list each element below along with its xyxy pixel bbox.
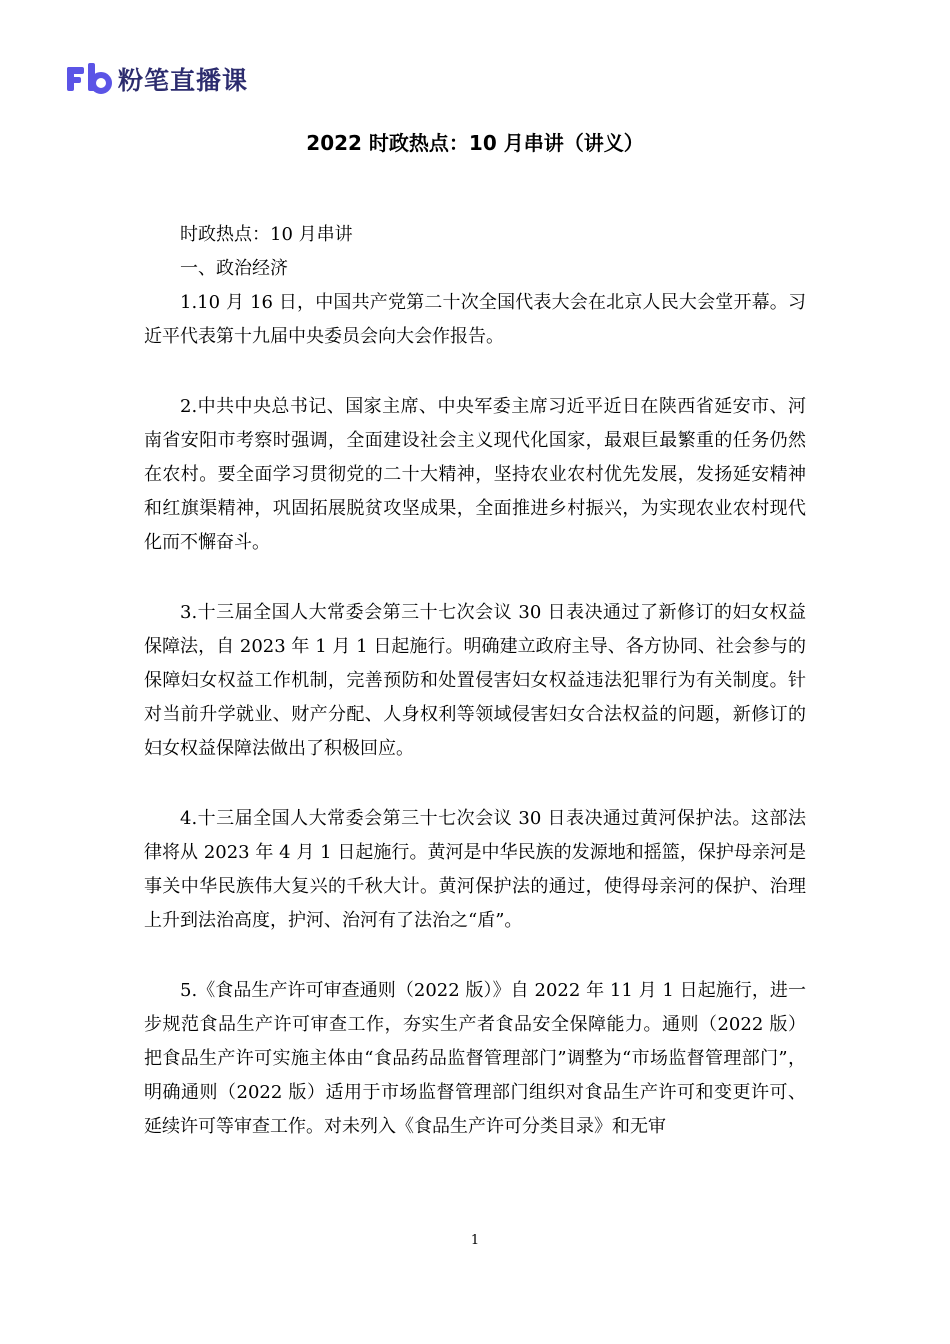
brand-name: 粉笔直播课 <box>118 66 249 95</box>
document-title: 2022 时政热点：10 月串讲（讲义） <box>306 131 644 155</box>
page-number: 1 <box>470 1233 480 1248</box>
brand-logo <box>66 62 248 96</box>
section-heading: 一、政治经济 <box>180 258 288 279</box>
news-item-1: 1.10 月 16 日，中国共产党第二十次全国代表大会在北京人民大会堂开幕。习近平代表第十九届中央委员会向大会作报告。 <box>144 292 806 347</box>
news-item-4: 4.十三届全国人大常委会第三十七次会议 30 日表决通过黄河保护法。这部法律将从 2023 年 4 月 1 日起施行。黄河是中华民族的发源地和摇篮，保护母亲河是事关中华民族伟大复兴的千秋大计。黄河保护法的通过，使得母亲河的保护、治理上升到法治高度，护河、治河有了法治之“盾”。 <box>144 808 806 931</box>
news-item-2: 2.中共中央总书记、国家主席、中央军委主席习近平近日在陕西省延安市、河南省安阳市考察时强调，全面建设社会主义现代化国家，最艰巨最繁重的任务仍然在农村。要全面学习贯彻党的二十大精神，坚持农业农村优先发展，发扬延安精神和红旗渠精神，巩固拓展脱贫攻坚成果，全面推进乡村振兴，为实现农业农村现代化而不懈奋斗。 <box>144 396 806 553</box>
news-item-3: 3.十三届全国人大常委会第三十七次会议 30 日表决通过了新修订的妇女权益保障法，自 2023 年 1 月 1 日起施行。明确建立政府主导、各方协同、社会参与的保障妇女权益工作机制，完善预防和处置侵害妇女权益违法犯罪行为有关制度。针对当前升学就业、财产分配、人身权利等领域侵害妇女合法权益的问题，新修订的妇女权益保障法做出了积极回应。 <box>144 602 806 759</box>
document-body <box>144 218 806 1144</box>
news-item-5: 5.《食品生产许可审查通则（2022 版）》自 2022 年 11 月 1 日起施行，进一步规范食品生产许可审查工作，夯实生产者食品安全保障能力。通则（2022 版）把食品生产许可实施主体由“食品药品监督管理部门”调整为“市场监督管理部门”，明确通则（2022 版）适用于市场监督管理部门组织对食品生产许可和变更许可、延续许可等审查工作。对未列入《食品生产许可分类目录》和无审 <box>144 980 806 1137</box>
fb-logo-icon <box>66 62 112 96</box>
section-subtitle: 时政热点：10 月串讲 <box>180 224 353 245</box>
